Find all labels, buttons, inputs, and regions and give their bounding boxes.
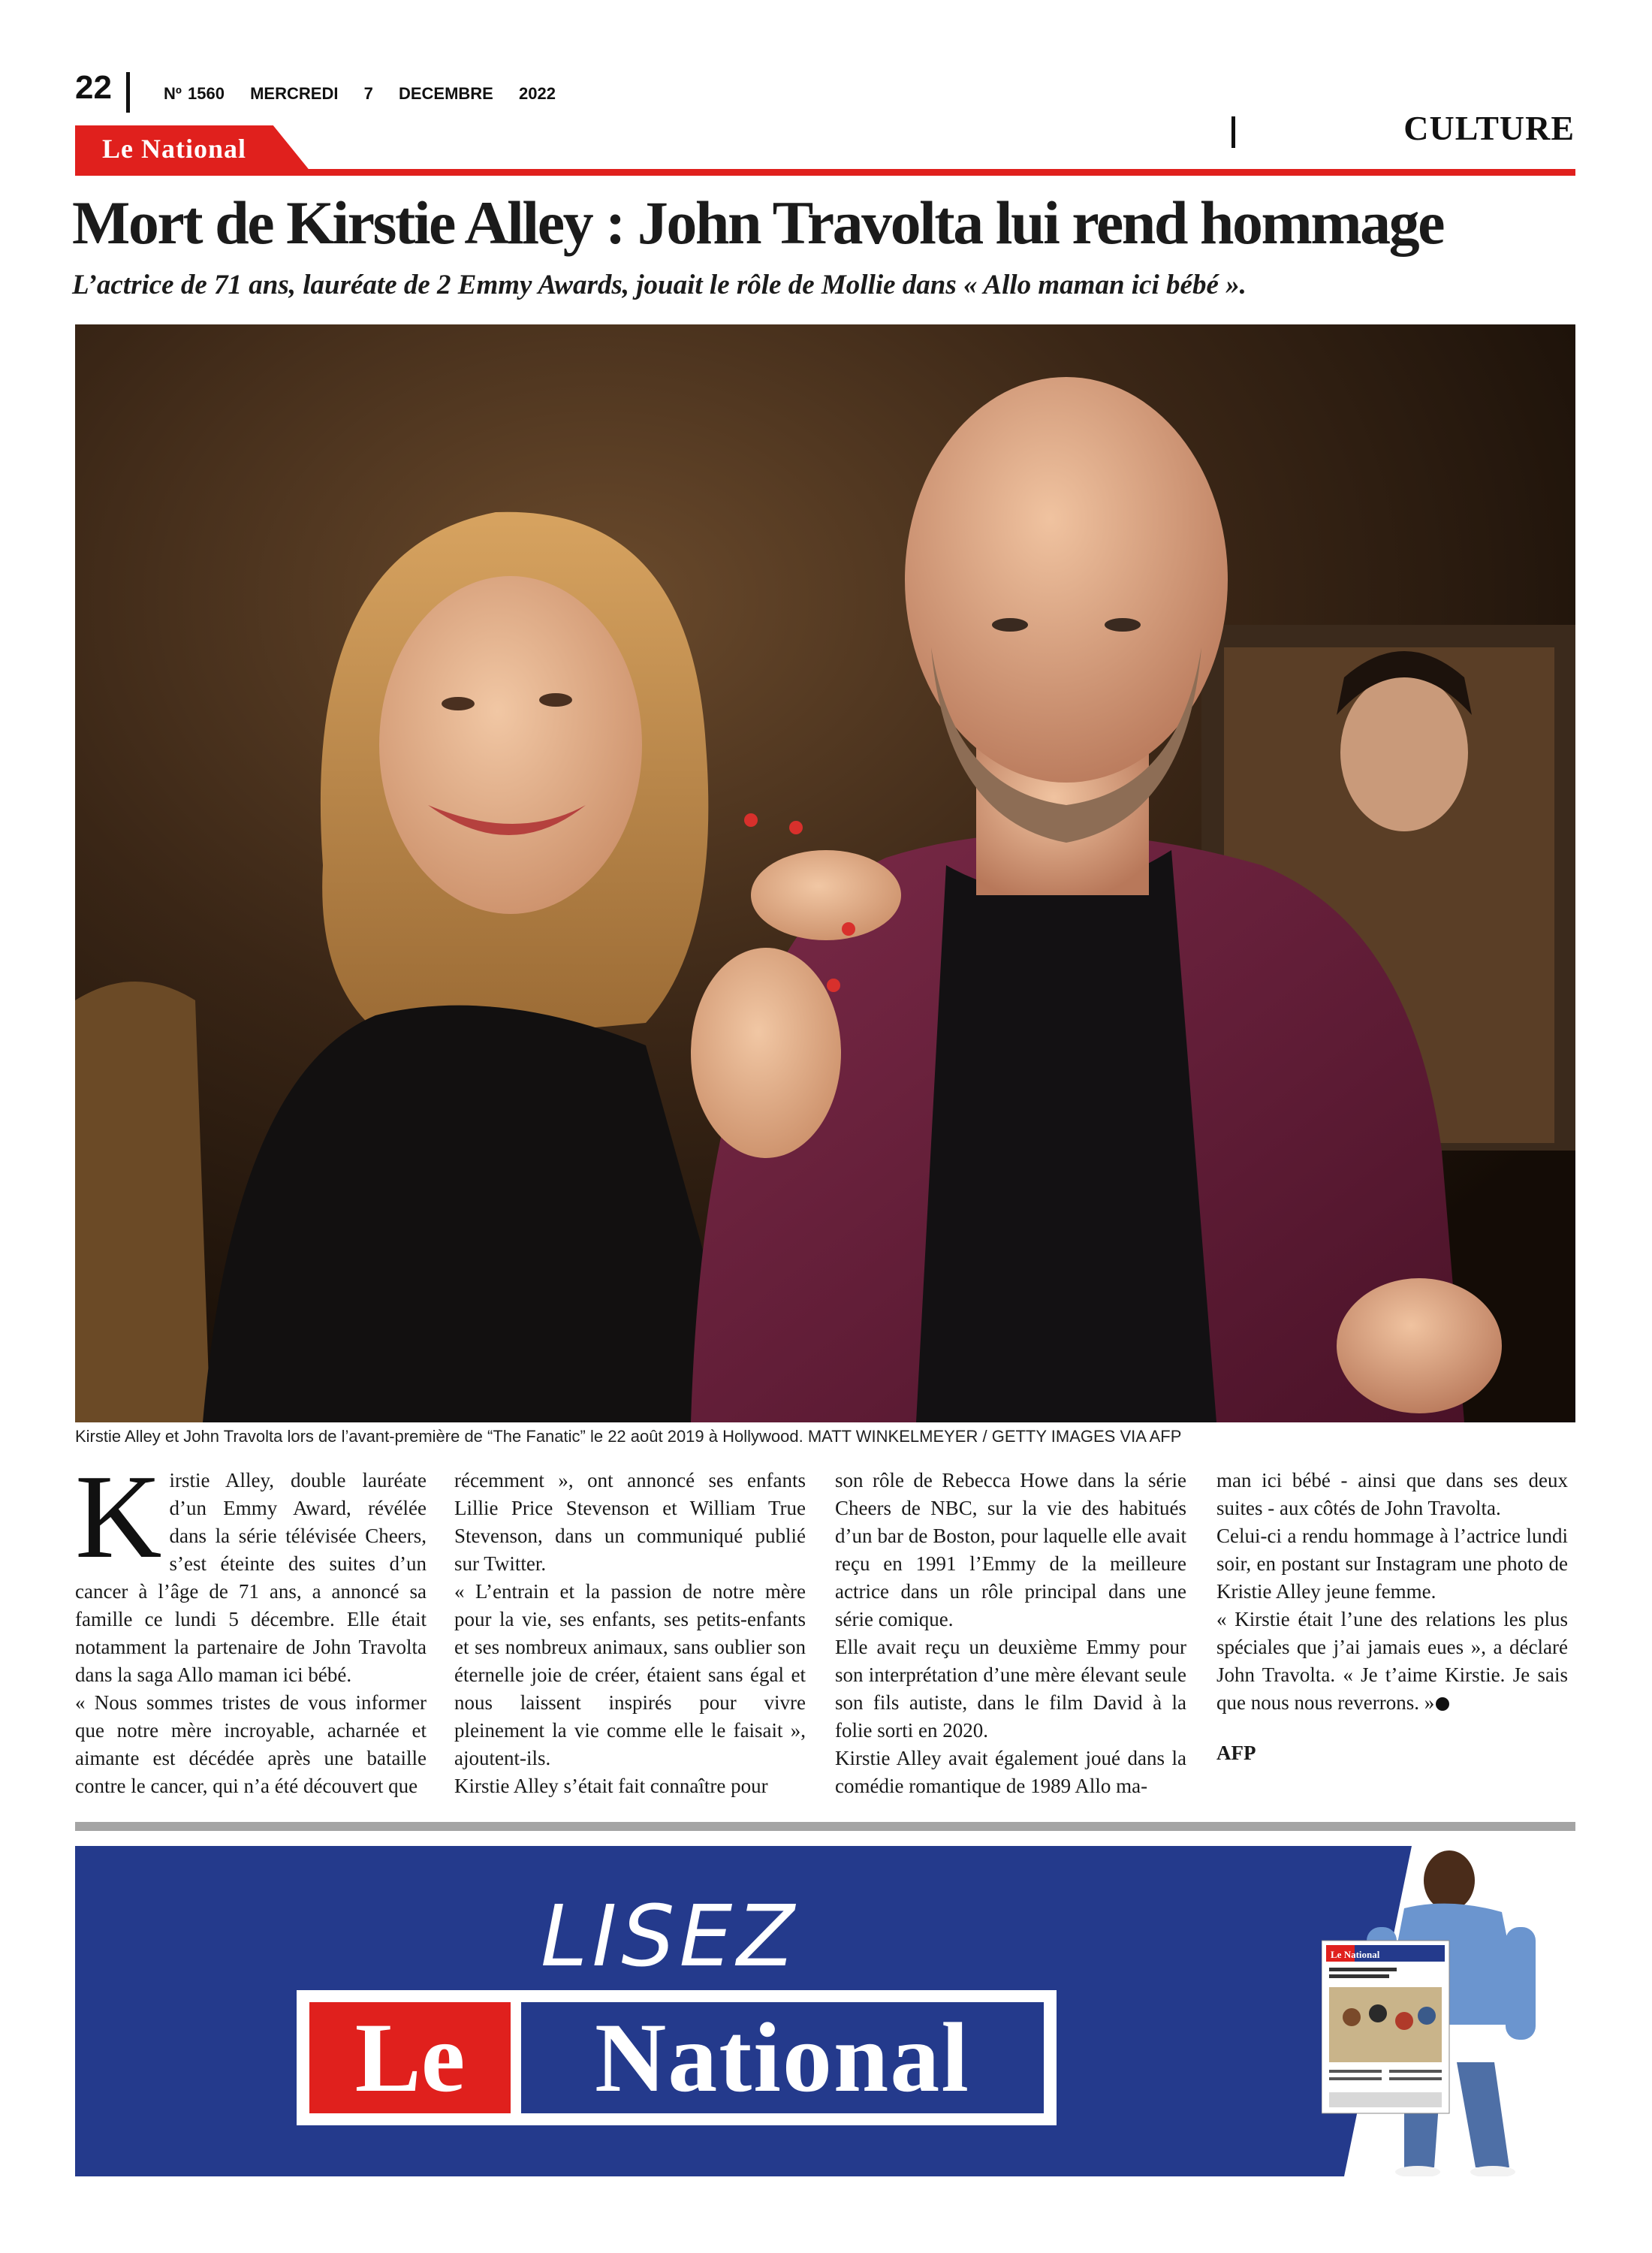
- article-paragraph: Celui-ci a rendu hommage à l’actrice lundi soir, en postant sur Instagram une photo de Kristie Alley jeune femme.: [1216, 1525, 1568, 1603]
- article-photo: [75, 324, 1575, 1422]
- article-paragraph: man ici bébé - ainsi que dans ses deux suites - aux côtés de John Travolta.: [1216, 1469, 1568, 1519]
- article-paragraph: [1216, 1606, 1568, 1717]
- issue-month: DECEMBRE: [398, 84, 493, 103]
- ad-logo-le: Le: [354, 2002, 466, 2113]
- issue-year: 2022: [518, 84, 556, 103]
- article-paragraph: [75, 1449, 427, 1689]
- article-paragraph: Kirstie Alley avait également joué dans la comédie romantique de 1989 Allo ma-: [835, 1747, 1186, 1797]
- section-divider: [1231, 116, 1235, 148]
- article-column-2: [454, 1467, 806, 1800]
- article-paragraph: récemment », ont annoncé ses enfants Lillie Price Stevenson et William True Stevenson, dans un communiqué publié sur Twitter.: [454, 1469, 806, 1575]
- article-paragraph: « Nous sommes tristes de vous informer que notre mère incroyable, acharnée et aimante est décédée après une bataille contre le cancer, qui n’a été découvert que: [75, 1691, 427, 1797]
- ad-newspaper-masthead: Le National: [1331, 1949, 1380, 1960]
- page-number: 22: [75, 69, 112, 106]
- header-rule: [75, 169, 1575, 176]
- drop-cap: K: [75, 1449, 162, 1583]
- ad-headline: LISEZ: [541, 1888, 800, 1986]
- ad-logo-national: National: [594, 2002, 971, 2113]
- section-name: CULTURE: [1403, 109, 1575, 147]
- page-number-divider: [126, 72, 130, 113]
- article-column-1: [75, 1449, 427, 1800]
- article-column-4: [1216, 1467, 1568, 1767]
- article-standfirst: L’actrice de 71 ans, lauréate de 2 Emmy Awards, jouait le rôle de Mollie dans « Allo maman ici bébé ».: [72, 270, 1247, 300]
- issue-day: 7: [363, 84, 373, 103]
- paragraph-text: irstie Alley, double lauréate d’un Emmy Award, révélée dans la série télévisée Cheers, s’est éteinte des suites d’un cancer à l’âge de 71 ans, a annoncé sa famille ce lundi 5 décembre. Elle était notamment la partenaire de John Travolta dans la saga Allo maman ici bébé.: [75, 1469, 427, 1686]
- end-of-article-mark: [1436, 1697, 1449, 1711]
- article-paragraph: Elle avait reçu un deuxième Emmy pour son interprétation d’une mère élevant seule son fils autiste, dans le film David à la folie sorti en 2020.: [835, 1636, 1186, 1742]
- article-paragraph: Kirstie Alley s’était fait connaître pour: [454, 1775, 768, 1797]
- paragraph-text: « Kirstie était l’une des relations les plus spéciales que j’ai jamais eues », a déclaré John Travolta. « Je t’aime Kirstie. Je sais que nous nous reverrons. »: [1216, 1608, 1568, 1714]
- article-column-3: [835, 1467, 1186, 1800]
- article-paragraph: « L’entrain et la passion de notre mère pour la vie, ses enfants, ses petits-enfants et ses nombreux animaux, sans oublier son éternelle joie de créer, étaient sans égal et nous laissent inspirés pour vivre pleinement la vie comme elle le faisait », ajoutent-ils.: [454, 1580, 806, 1769]
- article-headline: Mort de Kirstie Alley : John Travolta lui rend hommage: [72, 189, 1444, 257]
- house-advertisement[interactable]: [75, 1846, 1575, 2176]
- article-byline: AFP: [1216, 1742, 1256, 1764]
- issue-number: Nº 1560: [164, 84, 225, 103]
- brand-name: Le National: [102, 134, 247, 164]
- article-paragraph: son rôle de Rebecca Howe dans la série Cheers de NBC, sur la vie des habitués d’un bar de Boston, pour laquelle elle avait reçu en 1991 l’Emmy de la meilleure actrice dans un rôle principal dans une série comique.: [835, 1469, 1186, 1630]
- photo-caption: Kirstie Alley et John Travolta lors de l’avant-première de “The Fanatic” le 22 août 2019 à Hollywood. MATT WINKELMEYER / GETTY IMAGES VIA AFP: [75, 1427, 1182, 1446]
- issue-line: [164, 84, 595, 104]
- issue-weekday: MERCREDI: [250, 84, 339, 103]
- ad-separator-rule: [75, 1822, 1575, 1831]
- ad-person-holding-newspaper: [1322, 1846, 1569, 2176]
